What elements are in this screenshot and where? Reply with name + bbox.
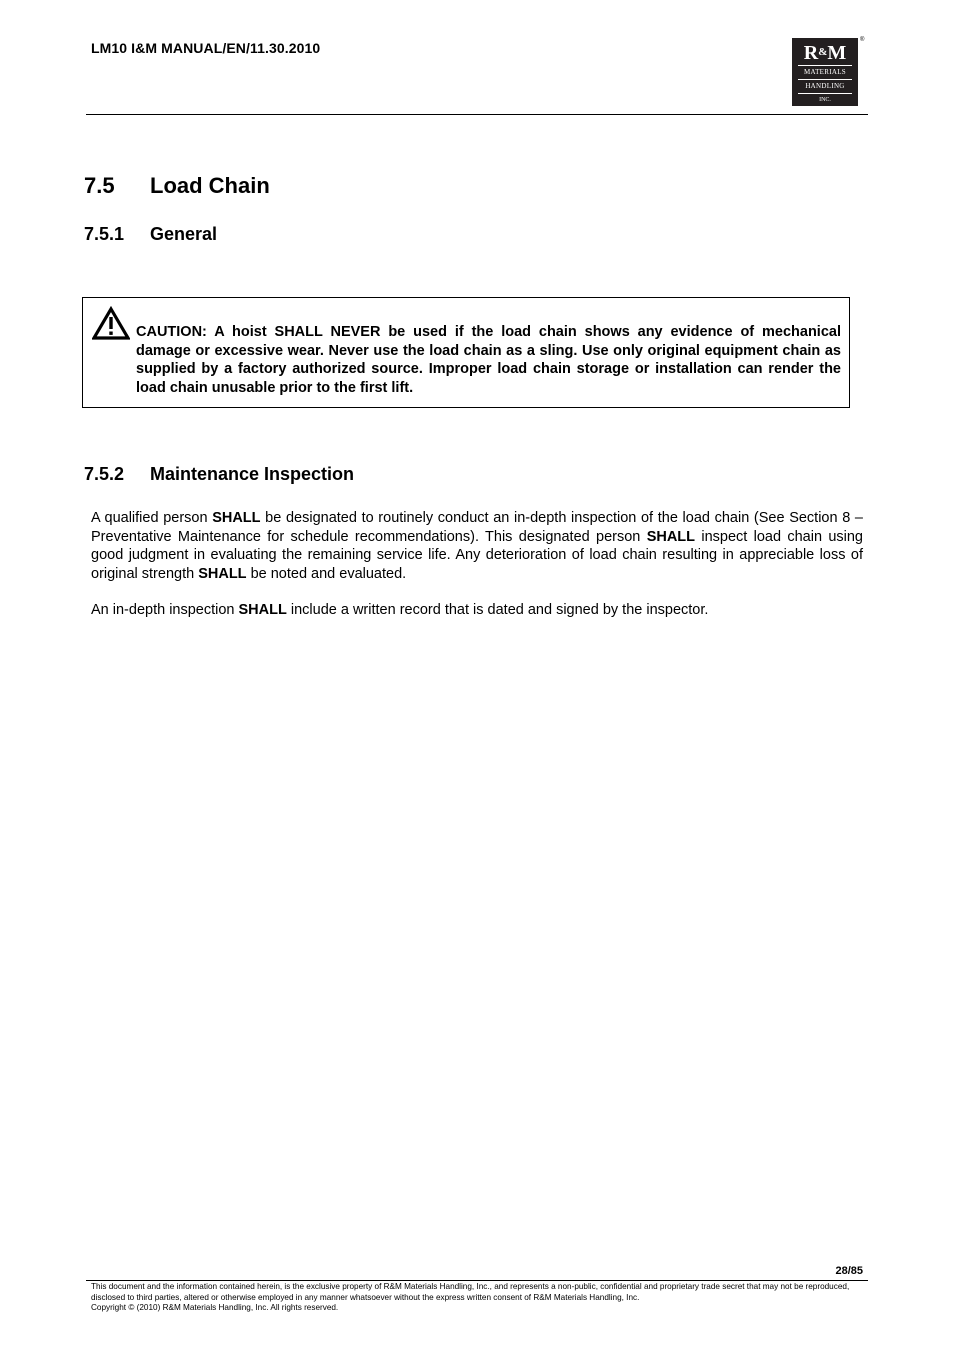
- logo-line-inc: INC.: [819, 97, 831, 103]
- footer-divider: [86, 1280, 868, 1281]
- subsection-heading-general: [84, 224, 217, 245]
- subsection-heading-maintenance-inspection: [84, 464, 354, 485]
- record-paragraph: An in-depth inspection SHALL include a written record that is dated and signed by the inspector.: [91, 602, 709, 618]
- registered-mark: ®: [860, 37, 865, 43]
- document-header-title: LM10 I&M MANUAL/EN/11.30.2010: [91, 40, 321, 56]
- logo-wordmark: R&M: [803, 42, 847, 64]
- page-number: 28/85: [835, 1265, 863, 1277]
- inspection-paragraph: A qualified person SHALL be designated to routinely conduct an in-depth inspection of the load chain (See Section 8 – Preventative Maintenance for schedule recommendations). This designated person SHALL inspect load chain using good judgment in evaluating the remaining service life. Any deterioration of load chain resulting in appreciable loss of original strength SHALL be noted and evaluated.: [91, 510, 863, 582]
- section-title: Load Chain: [150, 173, 270, 198]
- section-heading: [84, 173, 270, 199]
- warning-triangle-icon: [92, 306, 130, 340]
- subsection-title: Maintenance Inspection: [150, 464, 355, 484]
- subsection-number: 7.5.2: [84, 464, 125, 484]
- copyright-text: Copyright © (2010) R&M Materials Handling, Inc. All rights reserved.: [91, 1303, 339, 1312]
- section-number: 7.5: [84, 173, 115, 198]
- header-divider: [86, 114, 868, 115]
- caution-text: CAUTION: A hoist SHALL NEVER be used if the load chain shows any evidence of mechanical damage or excessive wear. Never use the load chain as a sling. Use only original equipment chain as supplied by a factory authorized source. Improper load chain storage or installation can render the load chain unusable prior to the first lift.: [136, 324, 841, 396]
- legal-text: This document and the information contained herein, is the exclusive property of R&M Materials Handling, Inc., and represents a non-public, confidential and proprietary trade secret that may not be reproduced, disclosed to third parties, altered or otherwise employed in any manner whatsoever without the express written consent of R&M Materials Handling, Inc.: [91, 1282, 850, 1302]
- logo-line-materials: MATERIALS: [804, 68, 846, 76]
- footer-legal-notice: [91, 1282, 865, 1314]
- company-logo: [792, 38, 858, 106]
- logo-line-handling: HANDLING: [805, 82, 845, 90]
- subsection-number: 7.5.1: [84, 224, 125, 244]
- subsection-title: General: [150, 224, 218, 244]
